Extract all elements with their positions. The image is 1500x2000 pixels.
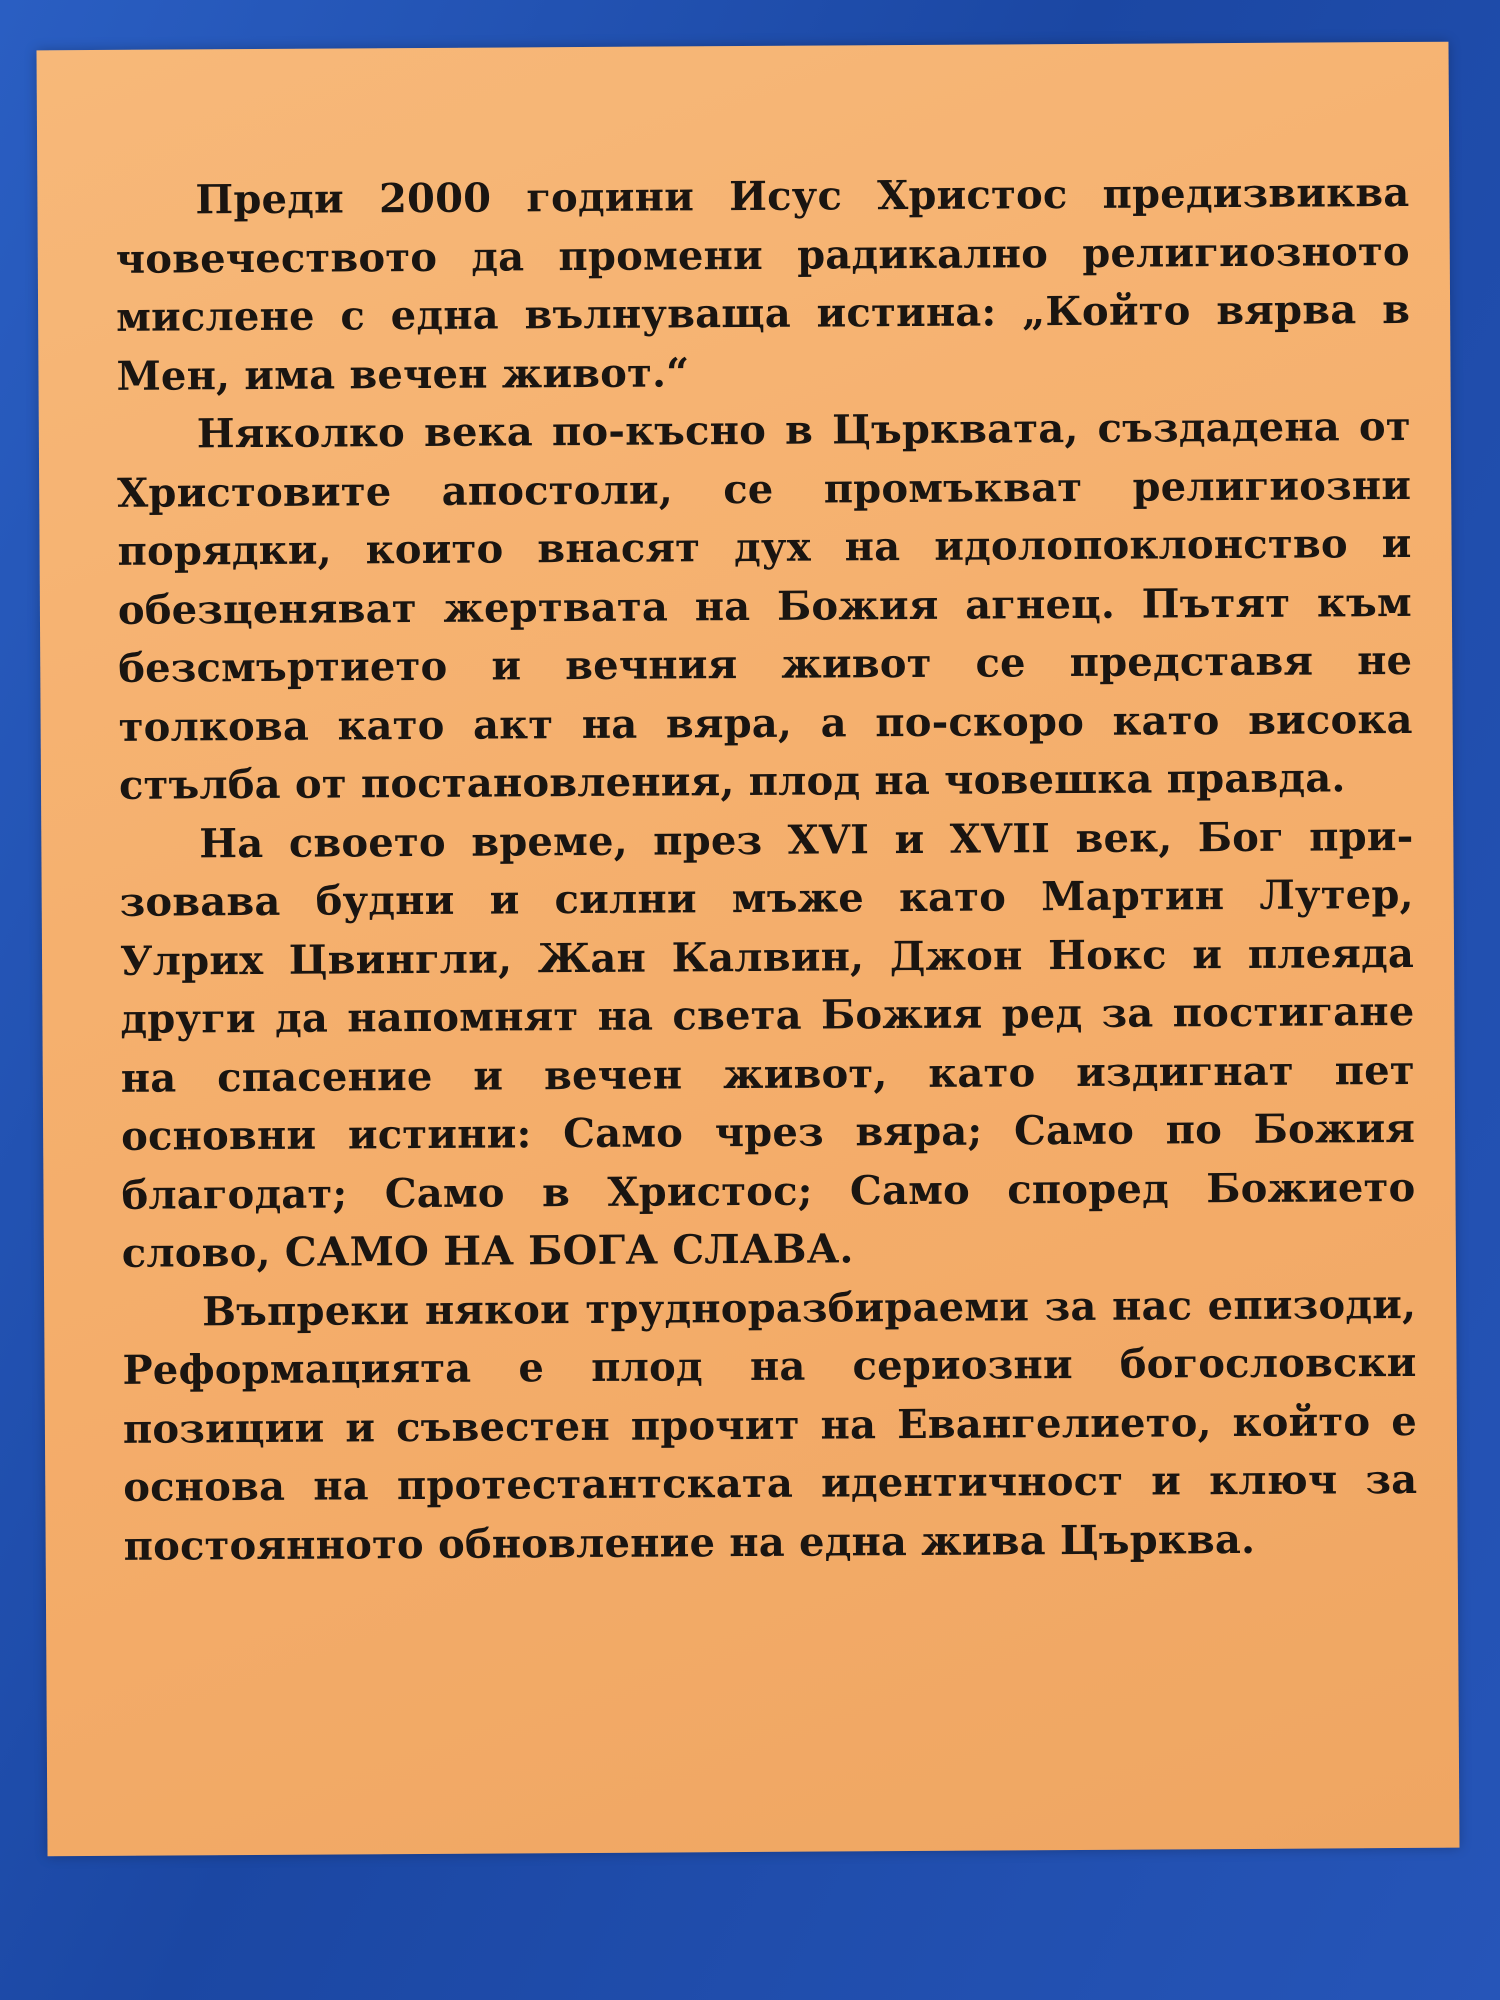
paragraph-2: Няколко века по-късно в Църквата, създадена от Христовите апостоли, се промъкват религиозни порядки, които внасят дух на идолопоклонство и обезценяват жертвата на Божия агнец. Пътят към безсмъртието и вечния живот се представя не толкова като акт на вяра, а по-скоро като висока стълба от постановления, плод на човешка правда. [117,402,1413,809]
body-text [115,164,1418,1576]
paragraph-3: На своето време, през XVI и XVII век, Бог призовава будни и силни мъже като Мартин Лутер, Улрих Цвингли, Жан Калвин, Джон Нокс и плеяда други да напомнят на света Божия ред за постигане на спасение и вечен живот, като издигнат пет основни истини: Само чрез вяра; Само по Божия благодат; Само в Христос; Само според Божието слово, САМО НА БОГА СЛАВА. [119,812,1416,1277]
text-panel [36,42,1459,1857]
paragraph-4: Въпреки някои трудноразбираеми за нас епизоди, Реформацията е плод на сериозни богословски позиции и съвестен прочит на Евангелието, който е основа на протестантската идентичност и ключ за постоянното обновление на една жива Църква. [122,1280,1418,1570]
paragraph-1: Преди 2000 години Исус Христос предизвиква човечеството да промени радикално религиозното мислене с една вълнуваща истина: „Който вярва в Мен, има вечен живот.“ [115,168,1411,400]
